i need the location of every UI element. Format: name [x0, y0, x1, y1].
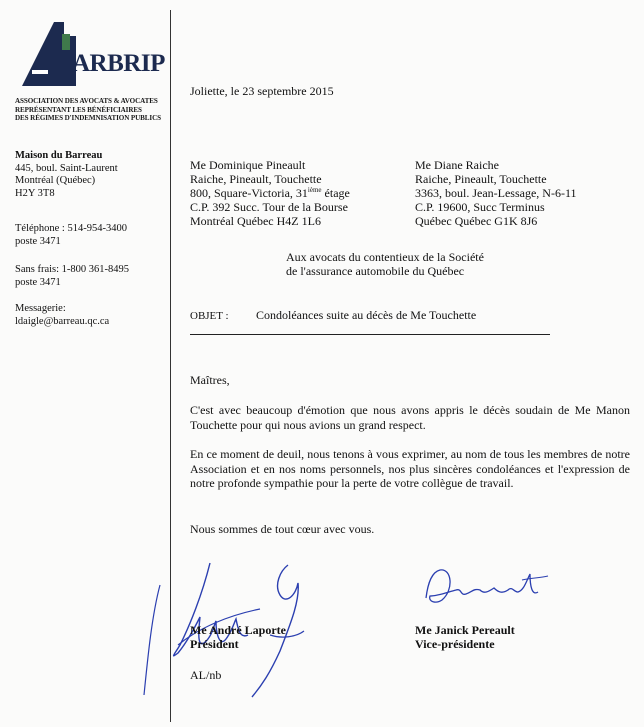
recipient-block-1: Me Dominique Pineault Raiche, Pineault, Touchette 800, Square-Victoria, 31ième étage C.P. 392 Succ. Tour de la Bourse Montréal Québec H4Z 1L6 — [190, 158, 350, 228]
letter-date: Joliette, le 23 septembre 2015 — [190, 84, 334, 98]
office-address: Maison du Barreau 445, boul. Saint-Laurent Montréal (Québec) H2Y 3T8 — [15, 150, 118, 199]
paragraph-1: C'est avec beaucoup d'émotion que nous avons appris le décès soudain de Me Manon Touchette pour qui nous avions un grand respect. — [190, 403, 630, 432]
recipient-block-2: Me Diane Raiche Raiche, Pineault, Touchette 3363, boul. Jean-Lessage, N-6-11 C.P. 19600, Succ Terminus Québec Québec G1K 8J6 — [415, 158, 577, 228]
paragraph-3: Nous sommes de tout cœur avec vous. — [190, 522, 375, 536]
salutation: Maîtres, — [190, 373, 230, 387]
signer-1: Me André Laporte Président — [190, 623, 286, 651]
initials: AL/nb — [190, 668, 222, 682]
object-label: OBJET : — [190, 310, 229, 322]
office-email: Messagerie: ldaigle@barreau.qc.ca — [15, 303, 110, 327]
signature-janick-pereault — [418, 562, 558, 612]
cc-recipients: Aux avocats du contentieux de la Société de l'assurance automobile du Québec — [286, 250, 484, 278]
office-phone: Téléphone : 514-954-3400 poste 3471 — [15, 223, 127, 247]
object-underline — [190, 334, 550, 335]
signer-2: Me Janick Pereault Vice-présidente — [415, 623, 515, 651]
object-text: Condoléances suite au décès de Me Touchette — [256, 308, 477, 322]
paragraph-2: En ce moment de deuil, nous tenons à vous exprimer, au nom de tous les membres de notre Association et en nos noms personnels, nos plus sincères condoléances et l'expression de notre profonde sympathie pour la perte de votre collègue de travail. — [190, 447, 630, 490]
office-tollfree: Sans frais: 1-800 361-8495 poste 3471 — [15, 264, 130, 288]
logo-wordmark: ARBRIP — [72, 50, 165, 77]
association-name: ASSOCIATION DES AVOCATS & AVOCATES REPRÉSENTANT LES BÉNÉFICIAIRES DES RÉGIMES D'INDEMNISATION PUBLICS — [15, 97, 161, 123]
